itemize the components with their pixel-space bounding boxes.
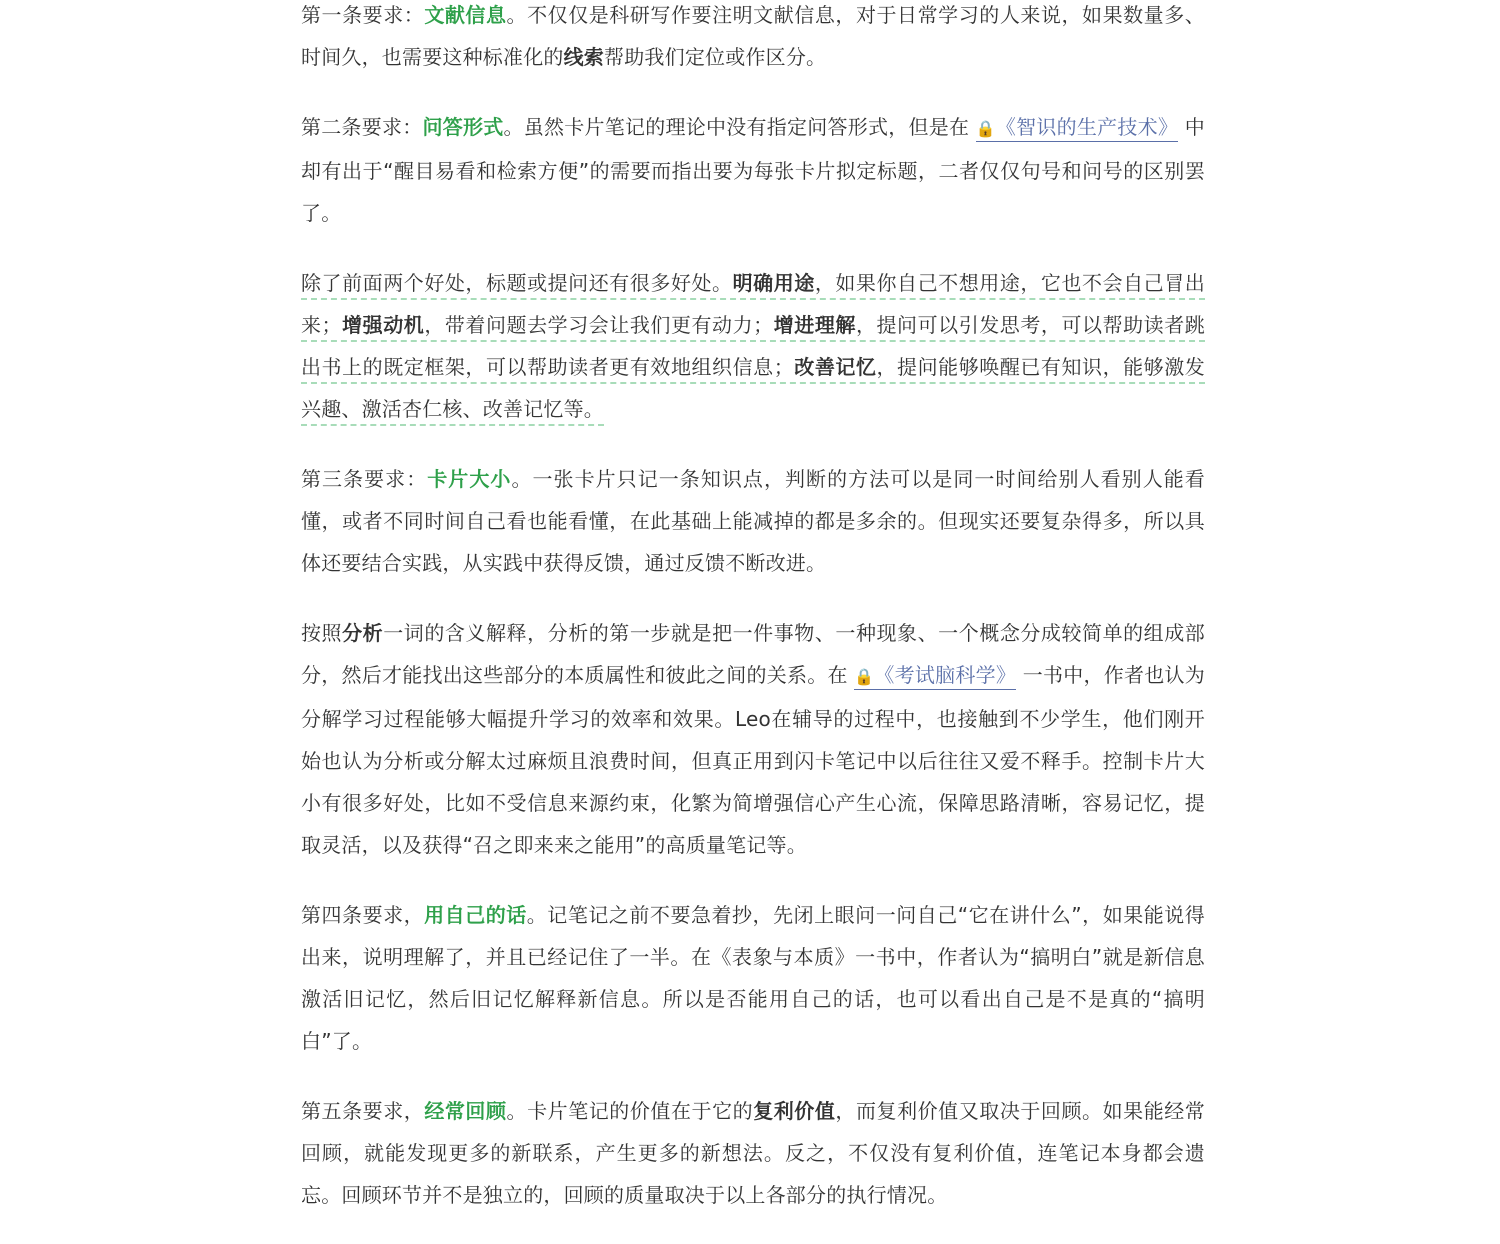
bold-term: 分析 [342, 621, 384, 645]
book-link-label: 《考试脑科学》 [874, 663, 1017, 687]
paragraph-requirement-3 [301, 458, 1205, 584]
paragraph-text: 帮助我们定位或作区分。 [604, 45, 827, 69]
paragraph-text: 中却有出于“醒目易看和检索方便”的需要而指出要为每张卡片拟定标题，二者仅仅句号和问号的区别罢了。 [301, 115, 1205, 225]
bold-term: 增进理解 [773, 313, 856, 337]
lock-icon: 🔒 [854, 667, 875, 686]
paragraph-requirement-5 [301, 1090, 1205, 1216]
paragraph-text: 。记笔记之前不要急着抄，先闭上眼问一问自己“它在讲什么”，如果能说得出来，说明理解了，并且已经记住了一半。在《表象与本质》一书中，作者认为“搞明白”就是新信息激活旧记忆，然后旧记忆解释新信息。所以是否能用自己的话，也可以看出自己是不是真的“搞明白”了。 [301, 903, 1206, 1053]
paragraph-text: 。不仅仅是科研写作要注明文献信息，对于日常学习的人来说，如果数量多、时间久，也需要这种标准化的 [301, 3, 1205, 69]
book-link-kaoshi[interactable] [854, 663, 1016, 690]
annotated-passage[interactable] [301, 271, 1205, 426]
requirement-prefix: 第二条要求： [301, 115, 423, 139]
requirement-prefix: 第五条要求， [301, 1099, 425, 1123]
bold-term: 明确用途 [732, 271, 815, 295]
bold-term: 复利价值 [753, 1099, 836, 1123]
paragraph-requirement-4 [301, 894, 1205, 1062]
requirement-title: 卡片大小 [427, 467, 512, 491]
paragraph-text: 。卡片笔记的价值在于它的 [506, 1099, 754, 1123]
paragraph-text: 除了前面两个好处，标题或提问还有很多好处。 [301, 271, 733, 295]
paragraph-requirement-2 [301, 106, 1205, 234]
book-link-zhishi[interactable] [976, 115, 1178, 142]
paragraph-text: 一词的含义解释，分析的第一步就是把一件事物、一种现象、一个概念分成较简单的组成部分，然后才能找出这些部分的本质属性和彼此之间的关系。在 [301, 621, 1205, 687]
paragraph-text: 。一张卡片只记一条知识点，判断的方法可以是同一时间给别人看别人能看懂，或者不同时间自己看也能看懂，在此基础上能减掉的都是多余的。但现实还要复杂得多，所以具体还要结合实践，从实践中获得反馈，通过反馈不断改进。 [301, 467, 1205, 575]
lock-icon: 🔒 [975, 119, 996, 138]
bold-term: 改善记忆 [793, 355, 877, 379]
paragraph-text: 。虽然卡片笔记的理论中没有指定问答形式，但是在 [503, 115, 976, 139]
requirement-title: 经常回顾 [424, 1099, 507, 1123]
paragraph-text: 按照 [301, 621, 343, 645]
paragraph-requirement-1 [301, 0, 1205, 78]
paragraph-text: ，提问能够唤醒已有知识，能够激发兴趣、激活杏仁核、改善记忆等。 [301, 355, 1205, 421]
paragraph-text: 一书中，作者也认为分解学习过程能够大幅提升学习的效率和效果。Leo在辅导的过程中，也接触到不少学生，他们刚开始也认为分析或分解太过麻烦且浪费时间，但真正用到闪卡笔记中以后往往又爱不释手。控制卡片大小有很多好处，比如不受信息来源约束，化繁为简增强信心产生心流，保障思路清晰，容易记忆，提取灵活，以及获得“召之即来来之能用”的高质量笔记等。 [301, 663, 1205, 857]
requirement-title: 用自己的话 [424, 903, 527, 927]
requirement-prefix: 第三条要求： [301, 467, 428, 491]
requirement-prefix: 第一条要求： [301, 3, 425, 27]
bold-term: 增强动机 [341, 313, 425, 337]
paragraph-title-benefits [301, 262, 1205, 430]
paragraph-text: ，如果你自己不想用途，它也不会自己冒出来； [301, 271, 1205, 337]
paragraph-text: ，提问可以引发思考，可以帮助读者跳出书上的既定框架，可以帮助读者更有效地组织信息； [301, 313, 1205, 379]
requirement-title: 文献信息 [424, 3, 507, 27]
paragraph-analysis [301, 612, 1205, 866]
paragraph-text: ，而复利价值又取决于回顾。如果能经常回顾，就能发现更多的新联系，产生更多的新想法。反之，不仅没有复利价值，连笔记本身都会遗忘。回顾环节并不是独立的，回顾的质量取决于以上各部分的执行情况。 [301, 1099, 1205, 1207]
requirement-prefix: 第四条要求， [301, 903, 425, 927]
article-body [301, 0, 1205, 1244]
paragraph-text: ，带着问题去学习会让我们更有动力； [424, 313, 774, 337]
requirement-title: 问答形式 [422, 115, 504, 139]
bold-term: 线索 [563, 45, 605, 69]
book-link-label: 《智识的生产技术》 [995, 115, 1179, 139]
